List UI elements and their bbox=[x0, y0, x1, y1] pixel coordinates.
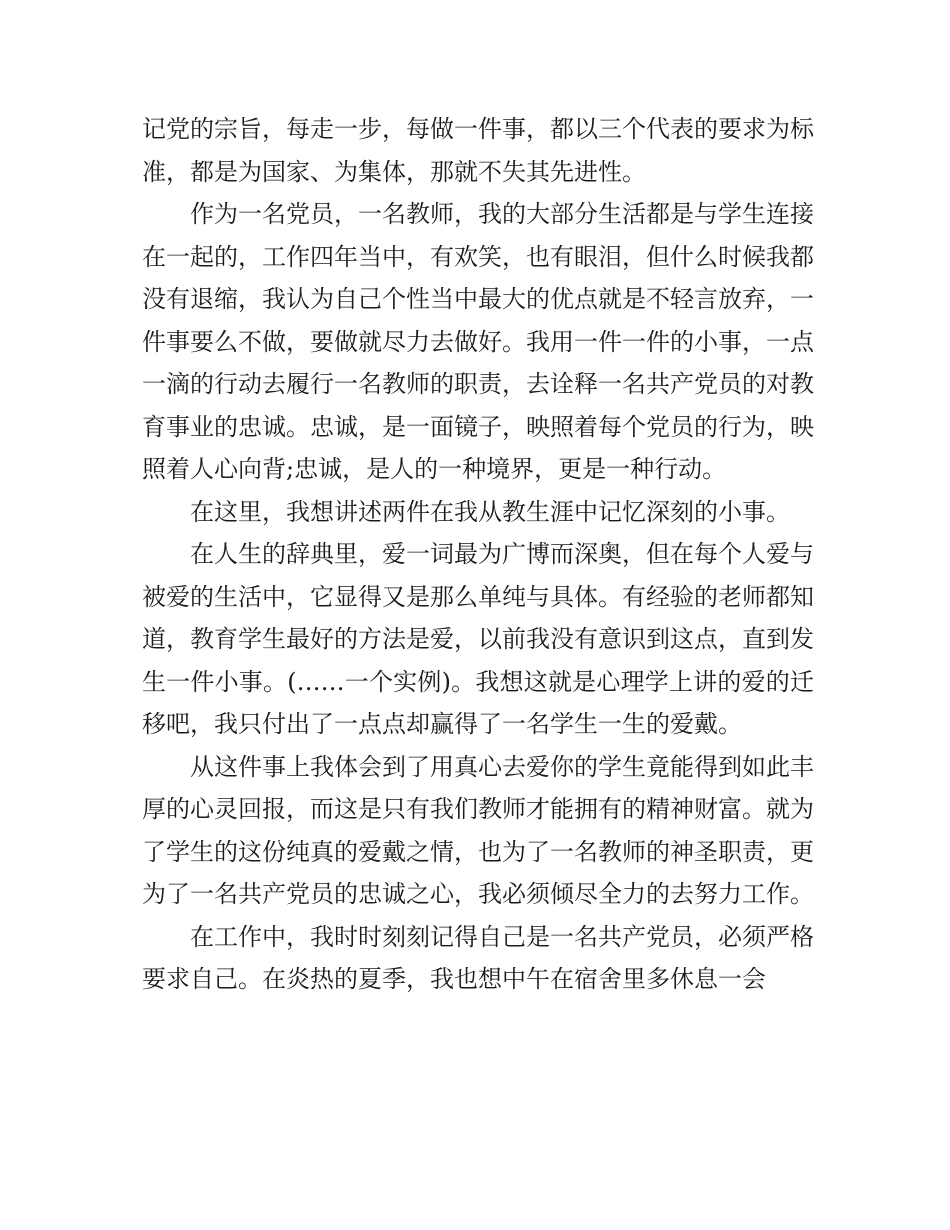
paragraph-6: 在工作中，我时时刻刻记得自己是一名共产党员，必须严格要求自己。在炎热的夏季，我也想中午在宿舍里多休息一会 bbox=[142, 922, 814, 993]
document-body bbox=[142, 108, 814, 1001]
paragraph-4: 在人生的辞典里，爱一词最为广博而深奥，但在每个人爱与被爱的生活中，它显得又是那么单纯与具体。有经验的老师都知道，教育学生最好的方法是爱，以前我没有意识到这点，直到发生一件小事。(……一个实例)。我想这就是心理学上讲的爱的迁移吧，我只付出了一点点却赢得了一名学生一生的爱戴。 bbox=[142, 540, 814, 738]
paragraph-2: 作为一名党员，一名教师，我的大部分生活都是与学生连接在一起的，工作四年当中，有欢笑，也有眼泪，但什么时候我都没有退缩，我认为自己个性当中最大的优点就是不轻言放弃，一件事要么不做，要做就尽力去做好。我用一件一件的小事，一点一滴的行动去履行一名教师的职责，去诠释一名共产党员的对教育事业的忠诚。忠诚，是一面镜子，映照着每个党员的行为，映照着人心向背;忠诚，是人的一种境界，更是一种行动。 bbox=[142, 200, 814, 483]
paragraph-1: 记党的宗旨，每走一步，每做一件事，都以三个代表的要求为标准，都是为国家、为集体，那就不失其先进性。 bbox=[142, 115, 814, 186]
paragraph-3: 在这里，我想讲述两件在我从教生涯中记忆深刻的小事。 bbox=[190, 497, 790, 526]
paragraph-5: 从这件事上我体会到了用真心去爱你的学生竟能得到如此丰厚的心灵回报，而这是只有我们教师才能拥有的精神财富。就为了学生的这份纯真的爱戴之情，也为了一名教师的神圣职责，更为了一名共产党员的忠诚之心，我必须倾尽全力的去努力工作。 bbox=[142, 752, 814, 908]
